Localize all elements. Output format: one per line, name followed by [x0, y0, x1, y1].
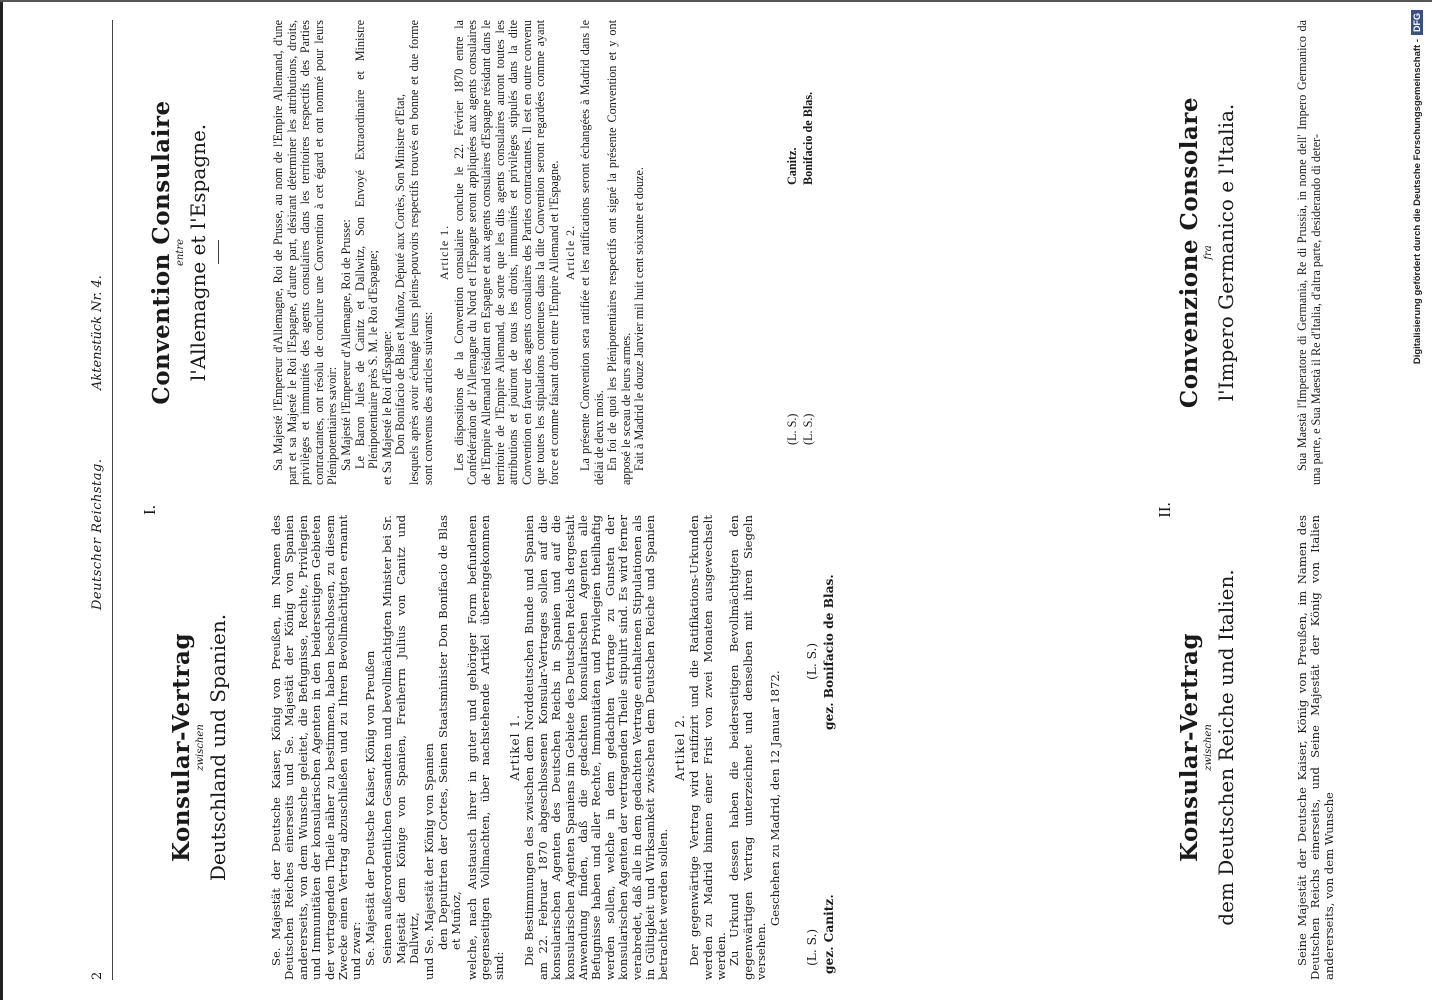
s2-italian-preamble: Sua Maestà l'Imperatore di Germania, Re di Prussia, in nome dell' Impero Germanico da una parte, e Sua Maestà il Re d'Italia, d'altra parte, desiderando di deter-	[1295, 20, 1323, 485]
s1-german-heading	[168, 515, 230, 980]
s1-french-ls-right: (L. S.)	[801, 413, 815, 445]
s1-french-sig-canitz: Canitz.	[785, 147, 799, 185]
s1-german-p2-detail: den Deputirten der Cortes, Seinen Staatsminister Don Bonifacio de Blas et Muñoz,	[435, 515, 464, 950]
s2-italian-heading	[1176, 20, 1238, 485]
s1-german-art2-heading: Artikel 2.	[672, 714, 687, 781]
s1-french-art1-heading: Article 1.	[437, 224, 452, 281]
s1-french-p1-detail: Le Baron Jules de Canitz et Dallwitz, Son Envoyé Extraordinaire et Ministre Plénipotentiaire près S. M. le Roi d'Espagne;	[352, 20, 381, 469]
s2-italian-title: Convenzione Consolare	[1176, 96, 1203, 409]
s1-german-p1: Se. Majestät der Deutsche Kaiser, König von Preußen	[362, 650, 377, 966]
s2-german-preamble: Seine Majestät der Deutsche Kaiser, König von Preußen, im Namen des Deutschen Reichs einerseits, und Seine Majestät der König von Italien andererseits, von dem Wunsche	[1295, 515, 1336, 980]
s2-german-text	[1296, 515, 1336, 980]
s1-french-done: Fait à Madrid le douze Janvier mil huit cent soixante et douze.	[632, 167, 647, 471]
journal-title: Deutscher Reichstag.	[90, 458, 105, 610]
s1-german-art1-heading: Artikel 1.	[507, 714, 522, 781]
s1-german-after: welche, nach Austausch ihrer in guter und gehöriger Form befundenen gegenseitigen Vollmachten, über nachstehende Artikel übereingekommen sind:	[464, 515, 506, 980]
section-2-numeral: II.	[1155, 502, 1174, 518]
s2-german-title: Konsular-Vertrag	[1176, 632, 1203, 863]
s1-french-title: Convention Consulaire	[148, 100, 175, 405]
s1-french-after: lesquels après avoir échangé leurs pleins-pouvoirs respectifs trouvés en bonne et due forme sont convenus des articles suivants:	[406, 20, 435, 485]
s1-german-art2: Der gegenwärtige Vertrag wird ratifizirt und die Ratifikations-Urkunden werden zu Madrid binnen einer Frist von zwei Monaten ausgewechselt werden.	[687, 515, 728, 980]
section-1-numeral: I.	[140, 505, 159, 515]
s1-german-art1: Die Bestimmungen des zwischen dem Norddeutschen Bunde und Spanien am 22. Februar 1870 abgeschlossenen Konsular-Vertrages sollen auf die konsularischen Agenten des Deutschen Reichs in Spanien und auf die konsularischen Agenten Spaniens im Gebiete des Deutschen Reichs dergestalt Anwendung finden, daß die gedachten konsularischen Agenten alle Befugnisse haben und aller Rechte, Immunitäten und Privilegien theilhaftig werden sollen, welche in dem gedachten Vertrage zu Gunsten der konsularischen Agenten der vertragenden Theile stipulirt sind. Es wird ferner verabredet, daß alle in dem gedachten Vertrage enthaltenen Stipulationen als in Gültigkeit und Wirksamkeit zwischen dem Deutschen Reiche und Spanien betrachtet werden sollen.	[522, 515, 671, 980]
s1-german-done: Geschehen zu Madrid, den 12 Januar 1872.	[767, 670, 782, 926]
s1-german-parties: Deutschland und Spanien.	[206, 613, 230, 882]
s1-german-p1-detail: Seinen außerordentlichen Gesandten und bevollmächtigten Minister bei Sr. Majestät dem Könige von Spanien, Freiherrn Julius von Canitz und Dallwitz,	[380, 515, 422, 964]
s1-french-witness: En foi de quoi les Plénipotentiaires respectifs ont signé la présente Convention et y ont apposé le sceau de leurs armes.	[605, 20, 633, 485]
s1-french-art2-heading: Article 2.	[563, 224, 578, 281]
header-rule	[112, 20, 113, 980]
s1-french-art2: La présente Convention sera ratifiée et les ratifications seront échangées à Madrid dans le délai de deux mois.	[578, 20, 606, 485]
s1-french-text	[272, 20, 647, 485]
s1-french-between: entre	[175, 238, 186, 267]
s1-french-rule	[218, 241, 219, 265]
dfg-logo: DFG	[1411, 10, 1423, 35]
document-number: Aktenstück Nr. 4.	[90, 275, 105, 390]
s2-italian-parties: l'Impero Germanico e l'Italia.	[1214, 103, 1238, 402]
s1-german-p2: und Se. Majestät der König von Spanien	[422, 743, 437, 980]
digitization-notice	[1405, 10, 1431, 990]
s1-french-p2: et Sa Majesté le Roi d'Espagne:	[379, 330, 394, 485]
s1-german-preamble: Se. Majestät der Deutsche Kaiser, König von Preußen, im Namen des Deutschen Reiches einerseits und Se. Majestät der König von Spanien andererseits, von dem Wunsche geleitet, die Befugnisse, Rechte, Privilegien und Immunitäten der konsularischen Agenten in den beiderseitigen Gebieten der vertragenden Theile näher zu bestimmen, haben beschlossen, zu diesem Zwecke einen Vertrag abzuschließen und zu Ihren Bevollmächtigten ernannt und zwar:	[269, 515, 364, 980]
s1-german-signatures	[805, 515, 841, 980]
s1-german-witness: Zu Urkund dessen haben die beiderseitigen Bevollmächtigten den gegenwärtigen Vertrag unterzeichnet und denselben mit ihren Siegeln versehen.	[727, 515, 769, 980]
running-header	[88, 20, 110, 980]
s1-french-signatures	[786, 20, 822, 485]
s1-german-text	[270, 515, 782, 980]
s1-french-parties: l'Allemagne et l'Espagne.	[186, 123, 210, 382]
s1-german-sig-blas: gez. Bonifacio de Blas.	[822, 574, 836, 730]
s1-french-p1: Sa Majesté l'Empereur d'Allemagne, Roi de Prusse:	[338, 219, 353, 471]
digitization-credit: Digitalisierung gefördert durch die Deutsche Forschungsgemeinschaft -	[1412, 39, 1423, 365]
s1-german-between: zwischen	[195, 724, 206, 771]
s2-italian-text	[1296, 20, 1323, 485]
s1-german-ls-right: (L. S.)	[805, 642, 819, 680]
s1-german-ls-left: (L. S.)	[805, 928, 819, 966]
s1-french-art1: Les dispositions de la Convention consulaire conclue le 22. Février 1870 entre la Confédération de l'Allemagne du Nord et l'Espagne seront appliquées aux agents consulaires de l'Empire Allemand résidant en Espagne et aux agents consulaires d'Espagne résidant dans le territoire de l'Empire Allemand, de sorte que les dits agents consulaires auront toutes les attributions et jouiront de tous les droits, immunités et privilèges stipulés dans la dite Convention en faveur des agents consulaires des Parties contractantes. Il est en outre convenu que toutes les stipulations contenues dans la dite Convention seront regardées comme ayant force et comme faisant droit entre l'Empire Allemand et l'Espagne.	[451, 20, 561, 485]
s1-french-preamble: Sa Majesté l'Empereur d'Allemagne, Roi de Prusse, au nom de l'Empire Allemand, d'une part et sa Majesté le Roi l'Espagne, d'autre part, désirant déterminer les attributions, droits, privilèges et immunités des agents consulaires dans les territoires respectifs des Parties contractantes, ont résolu de conclure une Convention à cet égard et ont nommé pour leurs Plénipotentiaires savoir:	[271, 20, 340, 485]
s1-german-sig-canitz: gez. Canitz.	[822, 894, 836, 974]
s1-french-ls-left: (L. S.)	[785, 413, 799, 445]
digitization-notice-text	[1405, 10, 1431, 990]
page-number: 2	[90, 971, 105, 980]
s1-french-sig-blas: Bonifacio de Blas.	[801, 91, 815, 185]
s1-french-heading	[148, 20, 219, 485]
s2-italian-between: fra	[1203, 245, 1214, 260]
s1-french-p2-detail: Don Bonifacio de Blas et Muñoz, Député aux Cortès, Son Ministre d'Etat,	[393, 94, 408, 455]
s1-german-title: Konsular-Vertrag	[168, 632, 195, 863]
s2-german-heading	[1176, 515, 1238, 980]
s2-german-parties: dem Deutschen Reiche und Italien.	[1214, 569, 1238, 926]
s2-german-between: zwischen	[1203, 724, 1214, 771]
